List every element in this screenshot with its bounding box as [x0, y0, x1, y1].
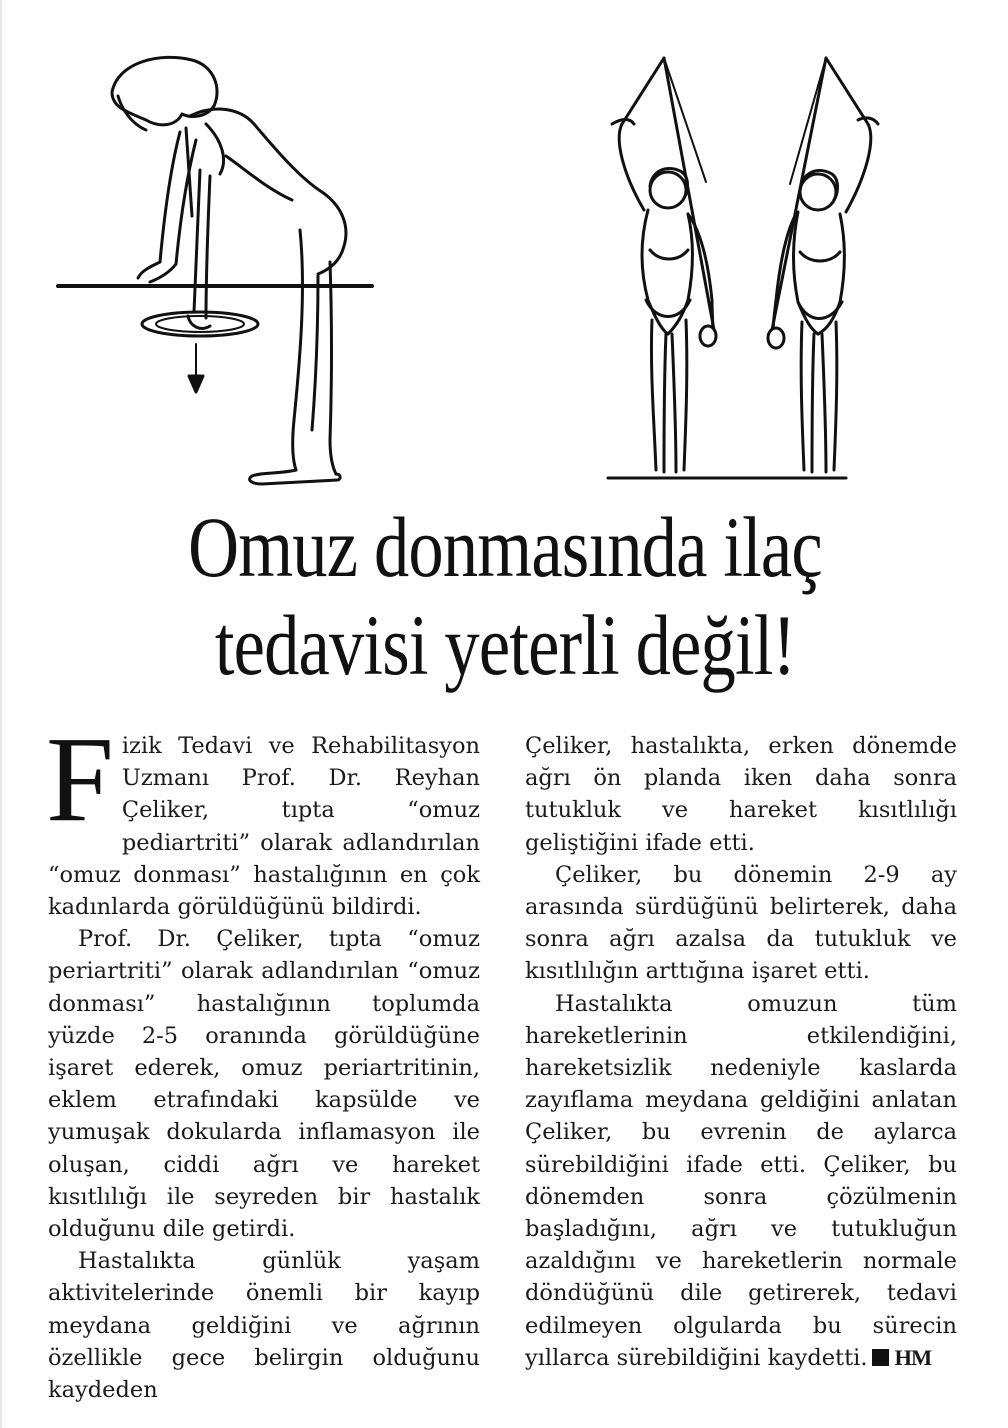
paragraph-3-continued: Çeliker, hastalıkta, erken dönemde ağrı ön planda iken daha sonra tutukluk ve hareket kısıtlılığı geliştiğini ifade etti. — [525, 733, 957, 856]
author-byline: HM — [894, 1344, 932, 1370]
headline-line-1: Omuz donmasında ilaç — [188, 499, 822, 595]
pendulum-exercise-drawing — [58, 57, 372, 484]
exercise-illustration — [0, 0, 1008, 492]
paragraph-3: Hastalıkta günlük yaşam aktivitelerinde önemli bir kayıp meydana geldiğini ve ağrının özellikle gece belirgin olduğunu kaydeden — [48, 1248, 480, 1404]
paragraph-5-text: Hastalıkta omuzun tüm hareketlerinin etkilendiğini, hareketsizlik nedeniyle kaslarda zayıflama meydana geldiğini anlatan Çeliker, bu evrenin de aylarca sürebildiğini ifade etti. Çeliker, bu dönemden sonra çözülmenin başladığını, ağrı ve tutukluğun azaldığını ve hareketlerin normale döndüğünü dile getirerek, tedavi edilmeyen olgularda bu sürecin yıllarca sürebildiğini kaydetti. — [525, 990, 957, 1371]
drop-cap: F — [46, 712, 114, 847]
article-column-left — [46, 712, 480, 1406]
paragraph-1 — [46, 712, 480, 923]
paragraph-5 — [525, 988, 957, 1374]
paragraph-2: Prof. Dr. Çeliker, tıpta “omuz periartriti” olarak adlandırılan “omuz donması” hastalığının toplumda yüzde 2-5 oranında görüldüğüne işaret ederek, omuz periartritinin, eklem etrafındaki kapsülde ve yumuşak dokularda inflamasyon ile oluşan, ciddi ağrı ve hareket kısıtlılığı ile seyreden bir hastalık olduğunu dile getirdi. — [48, 926, 480, 1243]
paragraph-1-text: izik Tedavi ve Rehabilitasyon Uzmanı Prof. Dr. Reyhan Çeliker, tıpta “omuz pediartriti” olarak adlandırılan “omuz donması” hastalığının en çok kadınlarda görüldüğünü bildirdi. — [48, 733, 480, 921]
headline-line-2: tedavisi yeterli değil! — [214, 597, 796, 693]
overhead-stretch-exercise-drawing — [608, 58, 878, 478]
end-mark-square — [872, 1349, 889, 1366]
article-column-right — [525, 730, 957, 1374]
paragraph-4: Çeliker, bu dönemin 2-9 ay arasında sürdüğünü belirterek, daha sonra ağrı azalsa da tutukluk ve kısıtlılığın arttığına işaret etti. — [525, 861, 957, 985]
article-headline — [116, 498, 895, 694]
